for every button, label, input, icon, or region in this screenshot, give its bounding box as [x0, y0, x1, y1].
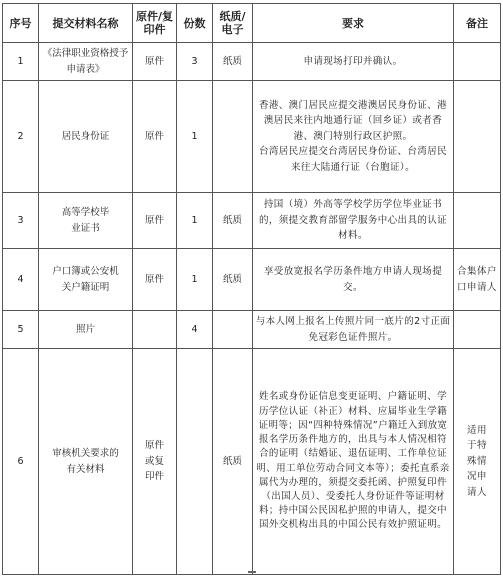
header-original: 原件/复印件 [133, 4, 177, 43]
material-name: 《法律职业资格授予申请表》 [39, 43, 133, 81]
material-name: 居民身份证 [39, 81, 133, 193]
requirements [253, 43, 454, 81]
page-bottom-mark [248, 571, 256, 573]
row-no: 6 [3, 349, 39, 575]
copies: 1 [177, 81, 213, 193]
original-type: 原件 [133, 81, 177, 193]
header-row [3, 4, 501, 43]
material-name: 审核机关要求的有关材料 [39, 349, 133, 575]
original-type [133, 311, 177, 349]
remarks: 适用于特殊情况申请人 [454, 349, 501, 575]
copies [177, 349, 213, 575]
requirement-paragraph: 申请现场打印并确认。 [303, 55, 403, 67]
row-no: 3 [3, 193, 39, 249]
remarks [454, 193, 501, 249]
requirement-paragraph: 香港、澳门居民应提交港澳居民身份证、港澳居民来往内地通行证（回乡证）或者香港、澳门特别行政区护照。 [258, 99, 448, 142]
remarks: 合集体户口申请人 [454, 249, 501, 311]
requirement-paragraph: 台湾居民应提交台湾居民身份证、台湾居民来往大陆通行证（台胞证）。 [258, 146, 448, 173]
table-row [3, 349, 501, 575]
table-row [3, 81, 501, 193]
header-name: 提交材料名称 [39, 4, 133, 43]
requirements [253, 349, 454, 575]
material-name: 户口簿或公安机关户籍证明 [39, 249, 133, 311]
requirement-paragraph: 享受放宽报名学历条件地方申请人现场提交。 [263, 265, 443, 293]
row-no: 2 [3, 81, 39, 193]
header-requirements: 要求 [253, 4, 454, 43]
row-no: 1 [3, 43, 39, 81]
table-row [3, 43, 501, 81]
material-name: 高等学校毕业证书 [39, 193, 133, 249]
paper-type: 纸质 [213, 349, 253, 575]
remarks [454, 311, 501, 349]
remarks [454, 43, 501, 81]
paper-type: 纸质 [213, 249, 253, 311]
header-no: 序号 [3, 4, 39, 43]
material-name: 照片 [39, 311, 133, 349]
requirement-paragraph: 姓名或身份证信息变更证明、户籍证明、学历学位认证（补正）材料、应届毕业生学籍证明等；因“四种特殊情况”户籍迁入到放宽报名学历条件地方的，出具与本人情况相符合的证明（结婚证、退伍证明、工作单位证明、用工单位劳动合同文本等）；委托直系亲属代为办理的，须提交委托函、护照复印件（出国人员）、受委托人身份证件等证明材料；持中国公民因私护照的申请人，提交中国外交机构出具的中国公民有效护照证明。 [256, 391, 450, 531]
original-type: 原件 [133, 193, 177, 249]
paper-type: 纸质 [213, 193, 253, 249]
requirements [253, 193, 454, 249]
table-row [3, 249, 501, 311]
copies: 1 [177, 249, 213, 311]
requirements [253, 311, 454, 349]
header-paper: 纸质/电子 [213, 4, 253, 43]
paper-type [213, 311, 253, 349]
requirements [253, 249, 454, 311]
row-no: 5 [3, 311, 39, 349]
remarks [454, 81, 501, 193]
requirement-paragraph: 与本人网上报名上传照片同一底片的2寸正面免冠彩色证件照片。 [255, 315, 451, 343]
requirements [253, 81, 454, 193]
copies: 4 [177, 311, 213, 349]
original-type: 原件 [133, 249, 177, 311]
header-copies: 份数 [177, 4, 213, 43]
original-type: 原件 [133, 43, 177, 81]
original-type: 原件或复印件 [133, 349, 177, 575]
row-no: 4 [3, 249, 39, 311]
table-row [3, 311, 501, 349]
requirement-paragraph: 持国（境）外高等学校学历学位毕业证书的，须提交教育部留学服务中心出具的认证材料。 [258, 199, 448, 242]
materials-table [2, 3, 501, 575]
copies: 1 [177, 193, 213, 249]
paper-type [213, 81, 253, 193]
copies: 3 [177, 43, 213, 81]
paper-type: 纸质 [213, 43, 253, 81]
table-row [3, 193, 501, 249]
header-remarks: 备注 [454, 4, 501, 43]
